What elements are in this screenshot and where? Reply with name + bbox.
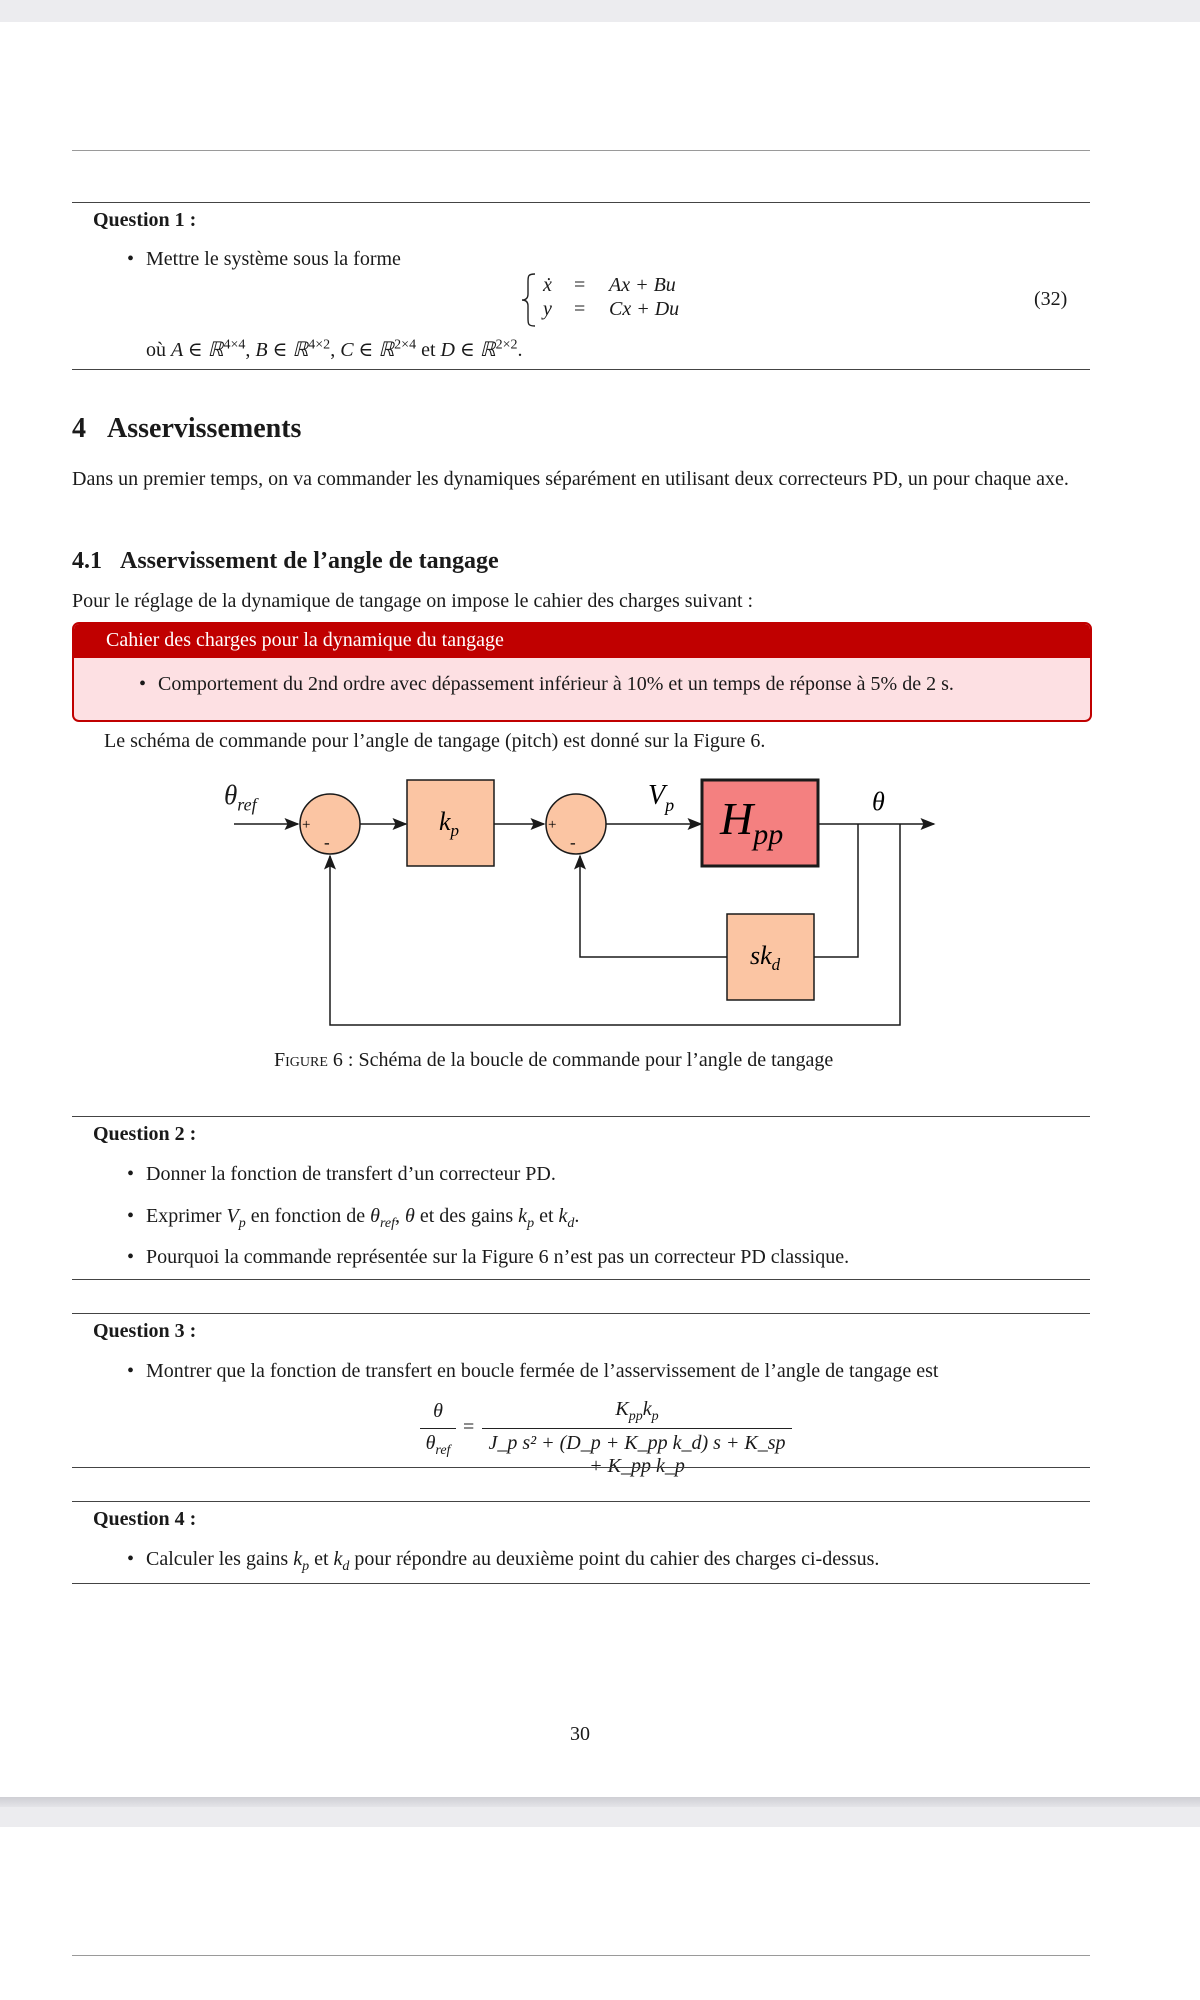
theta-ref-label: $\theta_{ref}$ [224,780,257,815]
eq1-rhs: Ax + Bu [609,274,676,296]
page-separator [0,1797,1200,1807]
question2-bullet-1: • Donner la fonction de transfert d’un correcteur PD. [146,1163,556,1186]
rhs-fraction-bar [482,1428,792,1429]
inner-feedback-line [580,856,727,957]
page-number: 30 [570,1723,590,1745]
eq2-lhs: y [543,298,552,320]
sum2-minus: - [570,833,576,852]
requirements-item: • Comportement du 2nd ordre avec dépassement inférieur à 10% et un temps de réponse à 5% de 2 s. [158,673,954,696]
question3-top-rule [72,1313,1090,1314]
question1-bullet: • Mettre le système sous la forme [146,248,401,271]
sum1-minus: - [324,833,330,852]
question2-bottom-rule [72,1279,1090,1280]
header-rule [72,150,1090,151]
equation-number: (32) [1034,288,1068,310]
question4-bullet-1: • Calculer les gains $k_p$ et $k_d$ pour répondre au deuxième point du cahier des charges ci-dessus. [146,1548,879,1575]
next-page-rule [72,1955,1090,1956]
eq2-equals: = [574,298,586,320]
question2-bullet-2: • Exprimer $V_p$ en fonction de $\theta_{ref}$, θ et des gains $k_p$ et $k_d$. [146,1205,579,1232]
section41-lead: Pour le réglage de la dynamique de tangage on impose le cahier des charges suivant : [72,590,754,612]
question1-bottom-rule [72,369,1090,370]
vp-label: $V_p$ [648,780,675,815]
rhs-denominator: J_p s² + (D_p + K_pp k_d) s + K_sp + K_pp k_p [488,1432,786,1477]
lhs-numerator: θ [433,1400,443,1422]
question4-bottom-rule [72,1583,1090,1584]
skd-label: $sk_d$ [750,941,781,974]
question1-top-rule [72,202,1090,203]
rhs-numerator: $K_{pp}k_p$ [615,1398,659,1424]
question3-bullet-1: • Montrer que la fonction de transfert en boucle fermée de l’asservissement de l’angle de tangage est [146,1360,938,1383]
hpp-label: $H_{pp}$ [720,793,784,851]
figure-caption: Figure 6 : Schéma de la boucle de commande pour l’angle de tangage [274,1049,834,1071]
sum2-plus: + [548,817,557,833]
schema-intro: Le schéma de commande pour l’angle de tangage (pitch) est donné sur la Figure 6. [104,730,766,752]
lhs-fraction-bar [420,1428,456,1429]
kp-label: $k_p$ [439,807,460,840]
section4-intro: Dans un premier temps, on va commander les dynamiques séparément en utilisant deux correcteurs PD, un pour chaque axe. [72,468,1069,490]
question1-title: Question 1 : [93,209,197,231]
system-brace [518,272,540,328]
section4-heading: 4 Asservissements [72,413,302,444]
requirements-box [72,622,1092,722]
block-diagram [210,772,950,1032]
eq1-lhs: ẋ [543,274,552,296]
theta-output-label: θ [872,787,885,816]
requirements-box-title: Cahier des charges pour la dynamique du tangage [74,624,1090,658]
fraction-equals: = [463,1416,475,1438]
question2-bullet-3: • Pourquoi la commande représentée sur la Figure 6 n’est pas un correcteur PD classique. [146,1246,849,1269]
eq1-equals: = [574,274,586,296]
eq2-rhs: Cx + Du [609,298,680,320]
sum1-plus: + [302,817,311,833]
question1-where-line: où A ∈ ℝ$^{4\times 4}$, B ∈ ℝ$^{4\times 2}$, C ∈ ℝ$^{2\times 4}$ et D ∈ ℝ$^{2\times 2}$. [146,337,523,361]
question4-title: Question 4 : [93,1508,197,1530]
question3-title: Question 3 : [93,1320,197,1342]
lhs-denominator: $\theta_{ref}$ [425,1432,451,1458]
section41-heading: 4.1 Asservissement de l’angle de tangage [72,548,499,574]
question2-top-rule [72,1116,1090,1117]
next-page [0,1827,1200,2000]
question2-title: Question 2 : [93,1123,197,1145]
question4-top-rule [72,1501,1090,1502]
question3-bottom-rule [72,1467,1090,1468]
